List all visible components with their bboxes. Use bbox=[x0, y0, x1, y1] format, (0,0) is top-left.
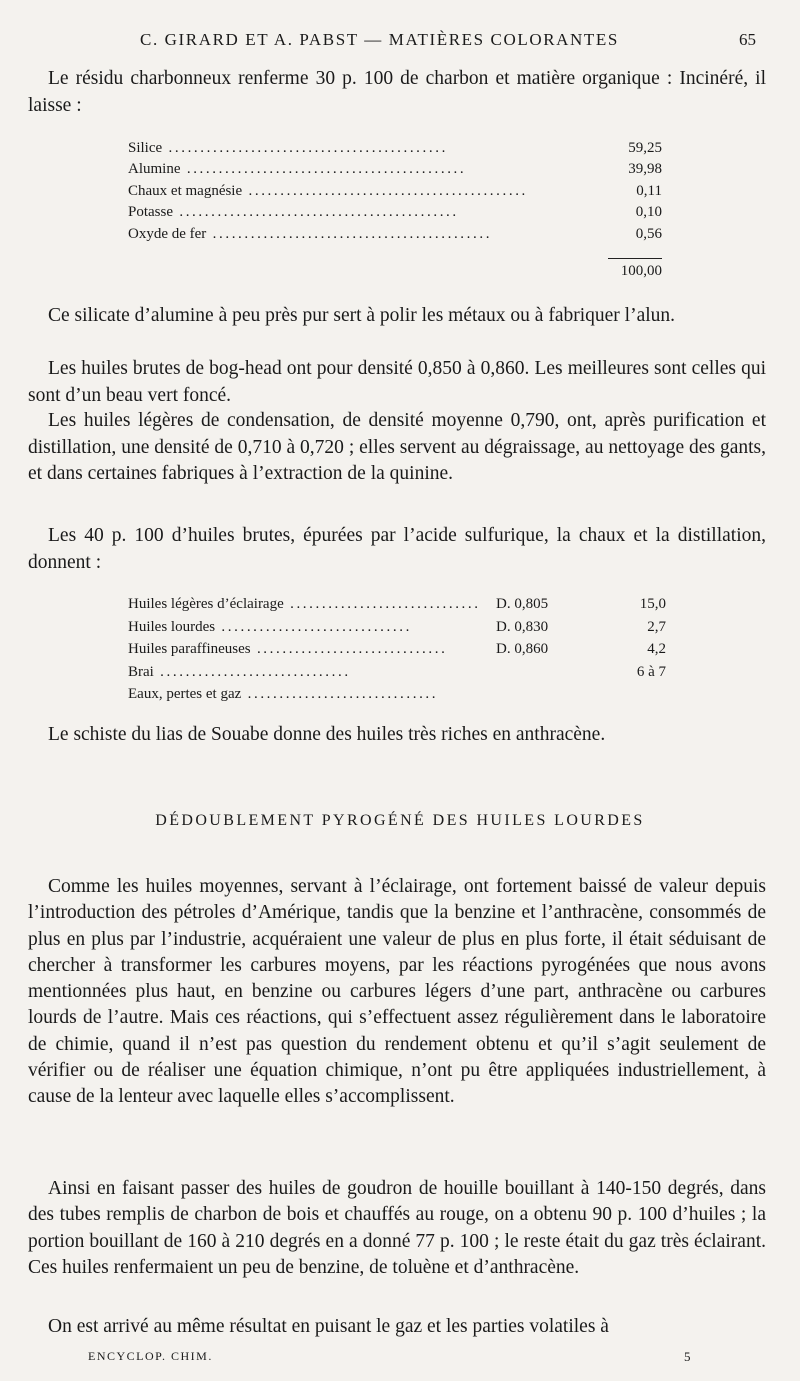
oil-percent: 15,0 bbox=[639, 596, 666, 612]
composition-value: 0,10 bbox=[635, 204, 662, 221]
oil-percent: 4,2 bbox=[647, 641, 666, 658]
section-paragraph: Comme les huiles moyennes, servant à l’éclairage, ont fortement baissé de valeur depuis l’introduction des pétroles d’Amérique, tandis que la benzine et l’anthracène, consommés de plus en plus par l’industrie, acquéraient une valeur de plus en plus forte, il était séduisant de chercher à transformer les carbures moyens, par les réactions pyrogénées que nous avons mentionnées plus haut, en benzine ou carbures légers d’une part, anthracène ou carbures lourds de l’autre. Mais ces réactions, qui s’effectuent assez régulièrement dans le laboratoire de chimie, quand il n’est pas question du rendement obtenu et qu’il s’agit seulement de vérifier ou de réaliser une équation chimique, n’ont pu être appliquées industriellement, à cause de la lenteur avec laquelle elles s’accomplissent. bbox=[28, 876, 766, 1108]
schiste-paragraph: Le schiste du lias de Souabe donne des huiles très riches en anthracène. bbox=[48, 724, 606, 745]
composition-label: Oxyde de fer bbox=[128, 225, 207, 242]
oil-density: D. 0,860 bbox=[496, 641, 549, 658]
oil-row: Huiles lourdes .............................. D. 0,830 2,7 bbox=[128, 616, 678, 639]
composition-label: Alumine bbox=[128, 161, 181, 178]
composition-row: Potasse ............................................ 0,10 bbox=[128, 202, 662, 223]
composition-row: Chaux et magnésie ............................................ 0,11 bbox=[128, 181, 662, 202]
footer-source: ENCYCLOP. CHIM. bbox=[88, 1349, 213, 1363]
oil-percent: 6 à 7 bbox=[636, 663, 666, 680]
composition-total: 100,00 bbox=[608, 258, 662, 280]
oil-label: Brai bbox=[128, 663, 154, 680]
section-paragraph: On est arrivé au même résultat en puisant le gaz et les parties volatiles à bbox=[48, 1316, 609, 1337]
composition-label: Chaux et magnésie bbox=[128, 182, 243, 199]
running-head bbox=[0, 30, 800, 56]
paragraph: Les huiles légères de condensation, de densité moyenne 0,790, ont, après purification et distillation, une densité de 0,710 à 0,720 ; elles servent au dégraissage, au nettoyage des gants, et dans certaines fabriques à l’extraction de la quinine. bbox=[28, 410, 766, 484]
composition-value: 0,11 bbox=[636, 182, 662, 199]
composition-label: Silice bbox=[128, 140, 163, 156]
section-paragraph: Ainsi en faisant passer des huiles de goudron de houille bouillant à 140-150 degrés, dans des tubes remplis de charbon de bois et chauffés au rouge, on a obtenu 90 p. 100 d’huiles ; la portion bouillant de 160 à 210 degrés en a donné 77 p. 100 ; le reste était du gaz très éclairant. Ces huiles renfermaient un peu de benzine, de toluène et d’anthracène. bbox=[28, 1178, 766, 1278]
paragraph: Les huiles brutes de bog-head ont pour densité 0,850 à 0,860. Les meilleures sont celles qui sont d’un beau vert foncé. bbox=[28, 358, 766, 406]
composition-label: Potasse bbox=[128, 204, 173, 221]
oil-row: Eaux, pertes et gaz .............................. bbox=[128, 686, 439, 703]
oil-row: Huiles paraffineuses .............................. D. 0,860 4,2 bbox=[128, 638, 678, 661]
paragraph: Les 40 p. 100 d’huiles brutes, épurées par l’acide sulfurique, la chaux et la distillation, donnent : bbox=[28, 525, 766, 573]
oil-density: D. 0,805 bbox=[496, 596, 549, 612]
composition-value: 39,98 bbox=[628, 161, 662, 178]
footer-signature: 5 bbox=[684, 1349, 692, 1364]
oil-density: D. 0,830 bbox=[496, 618, 549, 635]
oils-table bbox=[128, 593, 678, 706]
composition-value: 0,56 bbox=[635, 225, 662, 242]
page-footer bbox=[88, 1349, 692, 1364]
paragraph: Ce silicate d’alumine à peu près pur sert à polir les métaux ou à fabriquer l’alun. bbox=[48, 305, 676, 326]
composition-value: 59,25 bbox=[628, 140, 662, 156]
oil-label: Huiles paraffineuses bbox=[128, 641, 251, 658]
composition-row: Oxyde de fer ............................................ 0,56 bbox=[128, 224, 662, 245]
oil-row: Huiles légères d’éclairage .............................. D. 0,805 15,0 bbox=[128, 593, 678, 616]
oil-row: Brai .............................. 6 à 7 bbox=[128, 661, 678, 684]
oil-label: Eaux, pertes et gaz bbox=[128, 686, 242, 703]
oil-label: Huiles lourdes bbox=[128, 618, 216, 635]
oil-percent: 2,7 bbox=[647, 618, 666, 635]
running-title: C. GIRARD ET A. PABST — MATIÈRES COLORANTES bbox=[140, 30, 619, 49]
composition-table bbox=[128, 138, 662, 245]
oil-label: Huiles légères d’éclairage bbox=[128, 596, 284, 612]
composition-row: Alumine ............................................ 39,98 bbox=[128, 159, 662, 180]
section-title: DÉDOUBLEMENT PYROGÉNÉ DES HUILES LOURDES bbox=[155, 812, 645, 829]
composition-row: Silice ............................................ 59,25 bbox=[128, 138, 662, 159]
intro-paragraph: Le résidu charbonneux renferme 30 p. 100 de charbon et matière organique : Incinéré, il laisse : bbox=[28, 68, 766, 116]
page-number: 65 bbox=[739, 30, 756, 49]
